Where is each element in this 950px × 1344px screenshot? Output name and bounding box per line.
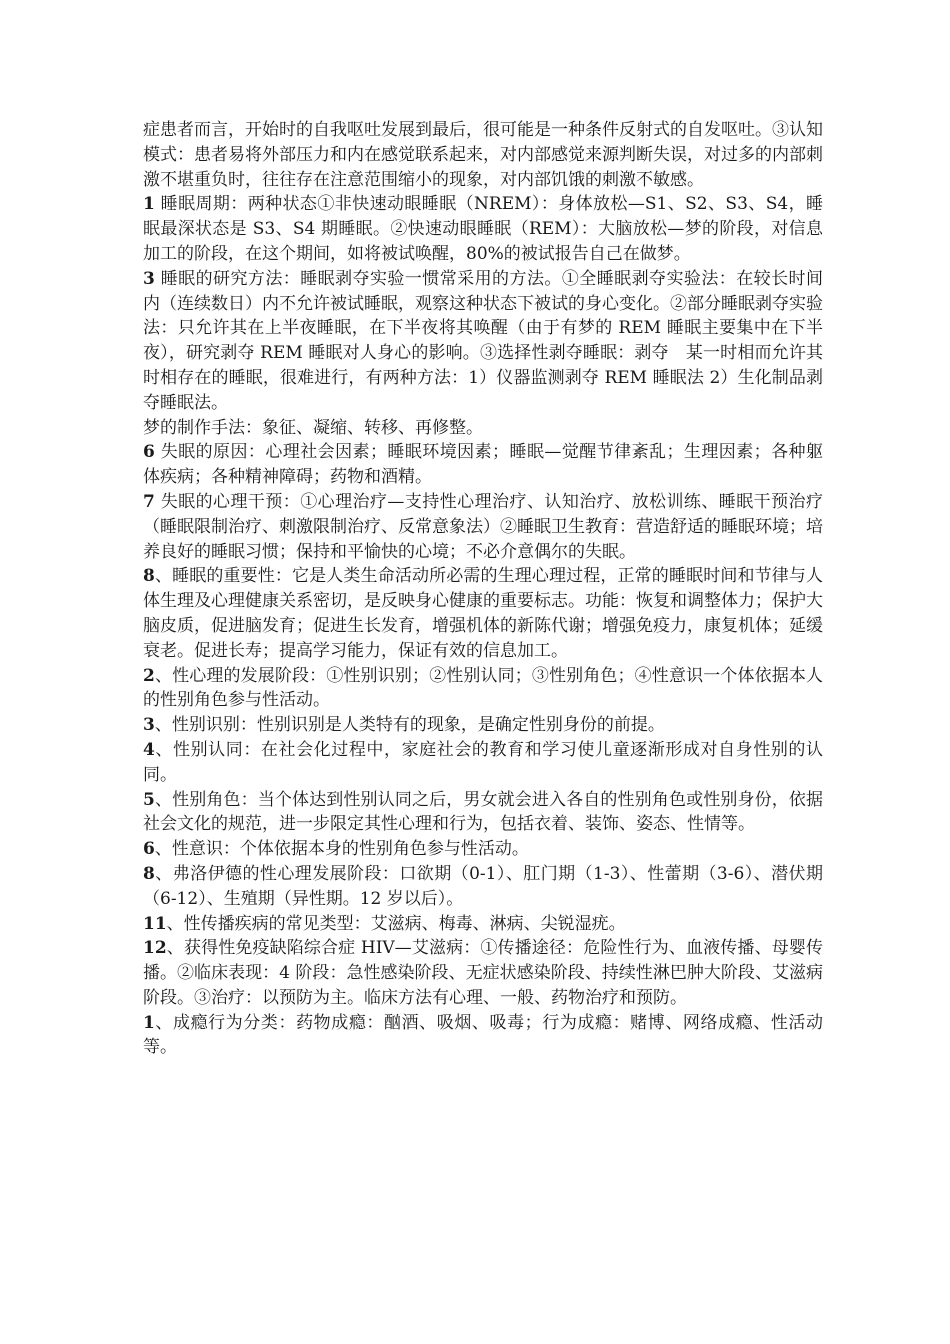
paragraph-number: 12 (143, 938, 167, 959)
paragraph-10 (143, 788, 823, 838)
paragraph-number: 1 (143, 1012, 155, 1033)
paragraph-text: 睡眠的研究方法：睡眠剥夺实验一惯常采用的方法。①全睡眠剥夺实验法：在较长时间内（连续数日）内不允许被试睡眠，观察这种状态下被试的身心变化。②部分睡眠剥夺实验法：只允许其在上半夜睡眠，在下半夜将其唤醒（由于有梦的 REM 睡眠主要集中在下半夜），研究剥夺 REM 睡眠对人身心的影响。③选择性剥夺睡眠：剥夺 某一时相而允许其时相存在的睡眠，很难进行，有两种方法：1）仪器监测剥夺 REM 睡眠法 2）生化制品剥夺睡眠法。 (143, 268, 823, 413)
paragraph-number: 6 (143, 839, 155, 860)
paragraph-text: 失眠的原因：心理社会因素；睡眠环境因素；睡眠—觉醒节律紊乱；生理因素；各种躯体疾病；各种精神障碍；药物和酒精。 (143, 442, 823, 488)
paragraph-7 (143, 664, 823, 714)
paragraph-number: 8 (143, 566, 155, 587)
paragraph-4 (143, 440, 823, 490)
paragraph-3 (143, 416, 823, 441)
paragraph-number: 3 (143, 268, 155, 289)
paragraph-number: 2 (143, 665, 155, 686)
paragraph-2 (143, 267, 823, 416)
paragraph-11 (143, 837, 823, 862)
paragraph-number: 7 (143, 491, 155, 512)
paragraph-text: 、弗洛伊德的性心理发展阶段：口欲期（0-1）、肛门期（1-3）、性蕾期（3-6）、潜伏期（6-12）、生殖期（异性期。12 岁以后）。 (143, 863, 823, 909)
paragraph-5 (143, 490, 823, 564)
paragraph-14 (143, 936, 823, 1010)
document-page (143, 118, 823, 1060)
paragraph-text: 症患者而言，开始时的自我呕吐发展到最后，很可能是一种条件反射式的自发呕吐。③认知模式：患者易将外部压力和内在感觉联系起来，对内部感觉来源判断失误，对过多的内部刺激不堪重负时，往往存在注意范围缩小的现象，对内部饥饿的刺激不敏感。 (143, 120, 823, 190)
paragraph-text: 、获得性免疫缺陷综合症 HIV—艾滋病：①传播途径：危险性行为、血液传播、母婴传播。②临床表现：4 阶段：急性感染阶段、无症状感染阶段、持续性淋巴肿大阶段、艾滋病阶段。③治疗：以预防为主。临床方法有心理、一般、药物治疗和预防。 (143, 938, 823, 1008)
paragraph-text: 、性别识别：性别识别是人类特有的现象，是确定性别身份的前提。 (154, 715, 665, 736)
paragraph-number: 3 (143, 715, 155, 736)
paragraph-text: 、性别认同：在社会化过程中，家庭社会的教育和学习使儿童逐渐形成对自身性别的认同。 (143, 739, 823, 785)
paragraph-8 (143, 713, 823, 738)
paragraph-number: 5 (143, 789, 155, 810)
paragraph-13 (143, 912, 823, 937)
paragraph-number: 4 (143, 739, 155, 760)
paragraph-text: 睡眠周期：两种状态①非快速动眼睡眠（NREM）：身体放松—S1、S2、S3、S4，睡眠最深状态是 S3、S4 期睡眠。②快速动眼睡眠（REM）：大脑放松—梦的阶段，对信息加工的阶段，在这个期间，如将被试唤醒，80%的被试报告自己在做梦。 (143, 194, 823, 264)
paragraph-text: 、性别角色：当个体达到性别认同之后，男女就会进入各自的性别角色或性别身份，依据社会文化的规范，进一步限定其性心理和行为，包括衣着、装饰、姿态、性情等。 (143, 789, 823, 835)
paragraph-text: 、睡眠的重要性：它是人类生命活动所必需的生理心理过程，正常的睡眠时间和节律与人体生理及心理健康关系密切，是反映身心健康的重要标志。功能：恢复和调整体力；保护大脑皮质，促进脑发育；促进生长发育，增强机体的新陈代谢；增强免疫力，康复机体；延缓衰老。促进长寿；提高学习能力，保证有效的信息加工。 (143, 566, 823, 661)
paragraph-1 (143, 192, 823, 266)
paragraph-number: 6 (143, 442, 155, 463)
paragraph-0 (143, 118, 823, 192)
paragraph-text: 失眠的心理干预：①心理治疗—支持性心理治疗、认知治疗、放松训练、睡眠干预治疗（睡眠限制治疗、刺激限制治疗、反常意象法）②睡眠卫生教育：营造舒适的睡眠环境；培养良好的睡眠习惯；保持和平愉快的心境；不必介意偶尔的失眠。 (143, 491, 823, 562)
paragraph-text: 、性传播疾病的常见类型：艾滋病、梅毒、淋病、尖锐湿疣。 (166, 913, 626, 934)
paragraph-9 (143, 738, 823, 788)
paragraph-text: 梦的制作手法：象征、凝缩、转移、再修整。 (143, 417, 483, 438)
paragraph-6 (143, 564, 823, 663)
paragraph-12 (143, 862, 823, 912)
paragraph-15 (143, 1011, 823, 1061)
paragraph-number: 11 (143, 913, 167, 934)
paragraph-number: 1 (143, 194, 155, 215)
paragraph-number: 8 (143, 863, 155, 884)
paragraph-text: 、成瘾行为分类：药物成瘾：酗酒、吸烟、吸毒；行为成瘾：赌博、网络成瘾、性活动等。 (143, 1012, 823, 1058)
paragraph-text: 、性心理的发展阶段：①性别识别；②性别认同；③性别角色；④性意识一个体依据本人的性别角色参与性活动。 (143, 665, 823, 711)
paragraph-text: 、性意识：个体依据本身的性别角色参与性活动。 (154, 839, 529, 860)
